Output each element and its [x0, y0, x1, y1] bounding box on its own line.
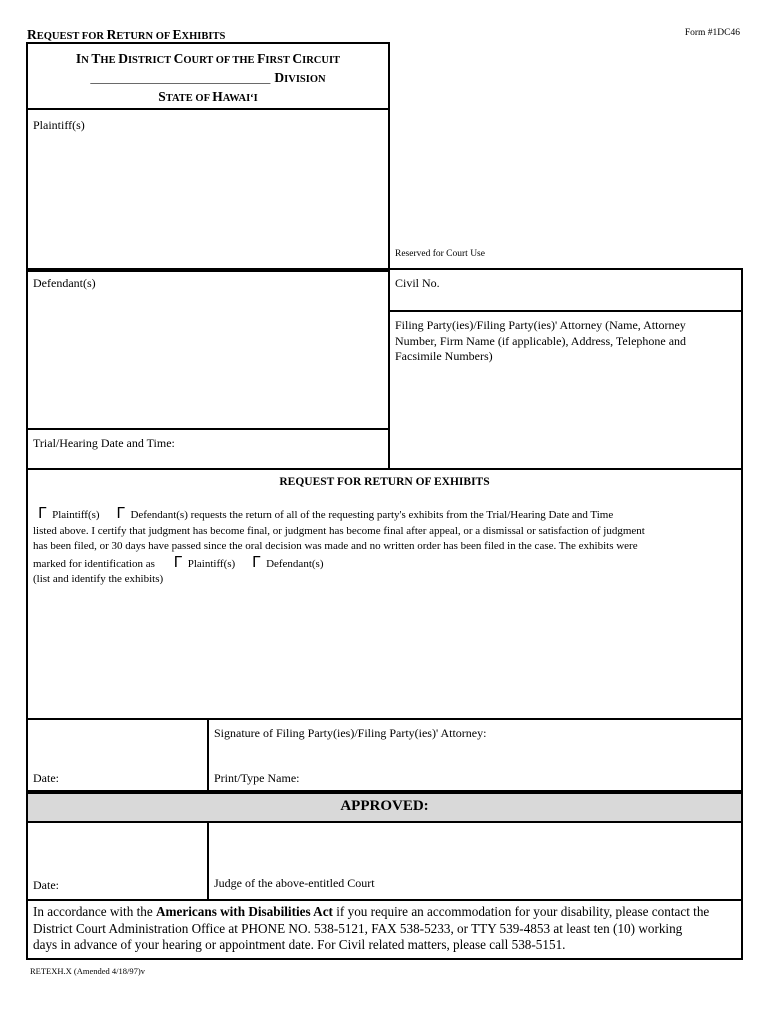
state-line: STATE OF HAWAI‘I: [158, 89, 258, 104]
date-label: Date:: [33, 771, 59, 785]
court-name-part: N: [81, 55, 92, 66]
civil-no-label: Civil No.: [395, 276, 440, 290]
approved-heading: APPROVED:: [340, 798, 429, 814]
defendants-label: Defendant(s): [33, 276, 96, 290]
ada-notice: In accordance with the Americans with Disabilities Act if you require an accommodation for your disability, please contact the District Court Administration Office at PHONE NO. 538-5121, FAX 538-5233, or TTY 539-4853 at least ten (10) working days in advance of your hearing or appointment date. For Civil related matters, please call 538-5151.: [33, 904, 710, 952]
request-heading: REQUEST FOR RETURN OF EXHIBITS: [279, 476, 490, 488]
filing-party-label: Filing Party(ies)/Filing Party(ies)' Attorney (Name, Attorney Number, Firm Name (if applicable), Address, Telephone and Facsimile Numbers): [395, 318, 687, 363]
court-name-part: C: [173, 51, 184, 66]
marked-defendants-checkbox[interactable]: Γ: [251, 552, 261, 571]
court-name-part: I: [75, 51, 82, 66]
footer-code: RETEXH.X (Amended 4/18/97)v: [30, 966, 145, 976]
court-name-part: IRCUIT: [302, 55, 341, 66]
defendants-box[interactable]: [26, 268, 390, 430]
reserved-label: Reserved for Court Use: [395, 249, 485, 259]
marked-plaintiffs-checkbox[interactable]: Γ: [173, 552, 182, 571]
form-number: Form #1DC46: [684, 28, 740, 38]
court-name-part: D: [118, 51, 128, 66]
court-name: [26, 50, 390, 68]
court-name-part: F: [257, 51, 266, 66]
approved-date-label: Date:: [33, 878, 59, 892]
court-name-part: C: [292, 51, 303, 66]
defendants-checkbox[interactable]: Γ: [116, 504, 125, 522]
form-title: REQUEST FOR RETURN OF EXHIBITS: [27, 27, 226, 42]
division-line: ______________________________ DIVISION: [90, 70, 326, 85]
trial-date-label: Trial/Hearing Date and Time:: [33, 436, 175, 450]
plaintiffs-checkbox[interactable]: Γ: [38, 504, 47, 522]
court-name-part: T: [91, 51, 101, 66]
court-name-part: HE: [100, 55, 119, 66]
print-name-label: Print/Type Name:: [214, 771, 300, 785]
court-name-part: OURT OF THE: [183, 55, 258, 66]
court-name-part: IRST: [265, 55, 293, 66]
plaintiffs-label: Plaintiff(s): [33, 118, 85, 132]
request-body: Γ Plaintiff(s) Γ Defendant(s) requests the return of all of the requesting party's exhibits from the Trial/Hearing Date and Time listed above. I certify that judgment has become final, or judgment has become final after appeal, or a dismissal or satisfaction of judgment has been filed, or 30 days have passed since the oral decision was made and no written order has been filed in the case. The exhibits were marked for identification as Γ Plaintiff(s) Γ Defendant(s) (list and identify the exhibits): [33, 504, 645, 585]
signature-label: Signature of Filing Party(ies)/Filing Party(ies)' Attorney:: [214, 726, 487, 740]
court-name-part: ISTRICT: [127, 55, 174, 66]
civil-no-box[interactable]: [388, 268, 743, 312]
judge-label: Judge of the above-entitled Court: [214, 876, 375, 890]
